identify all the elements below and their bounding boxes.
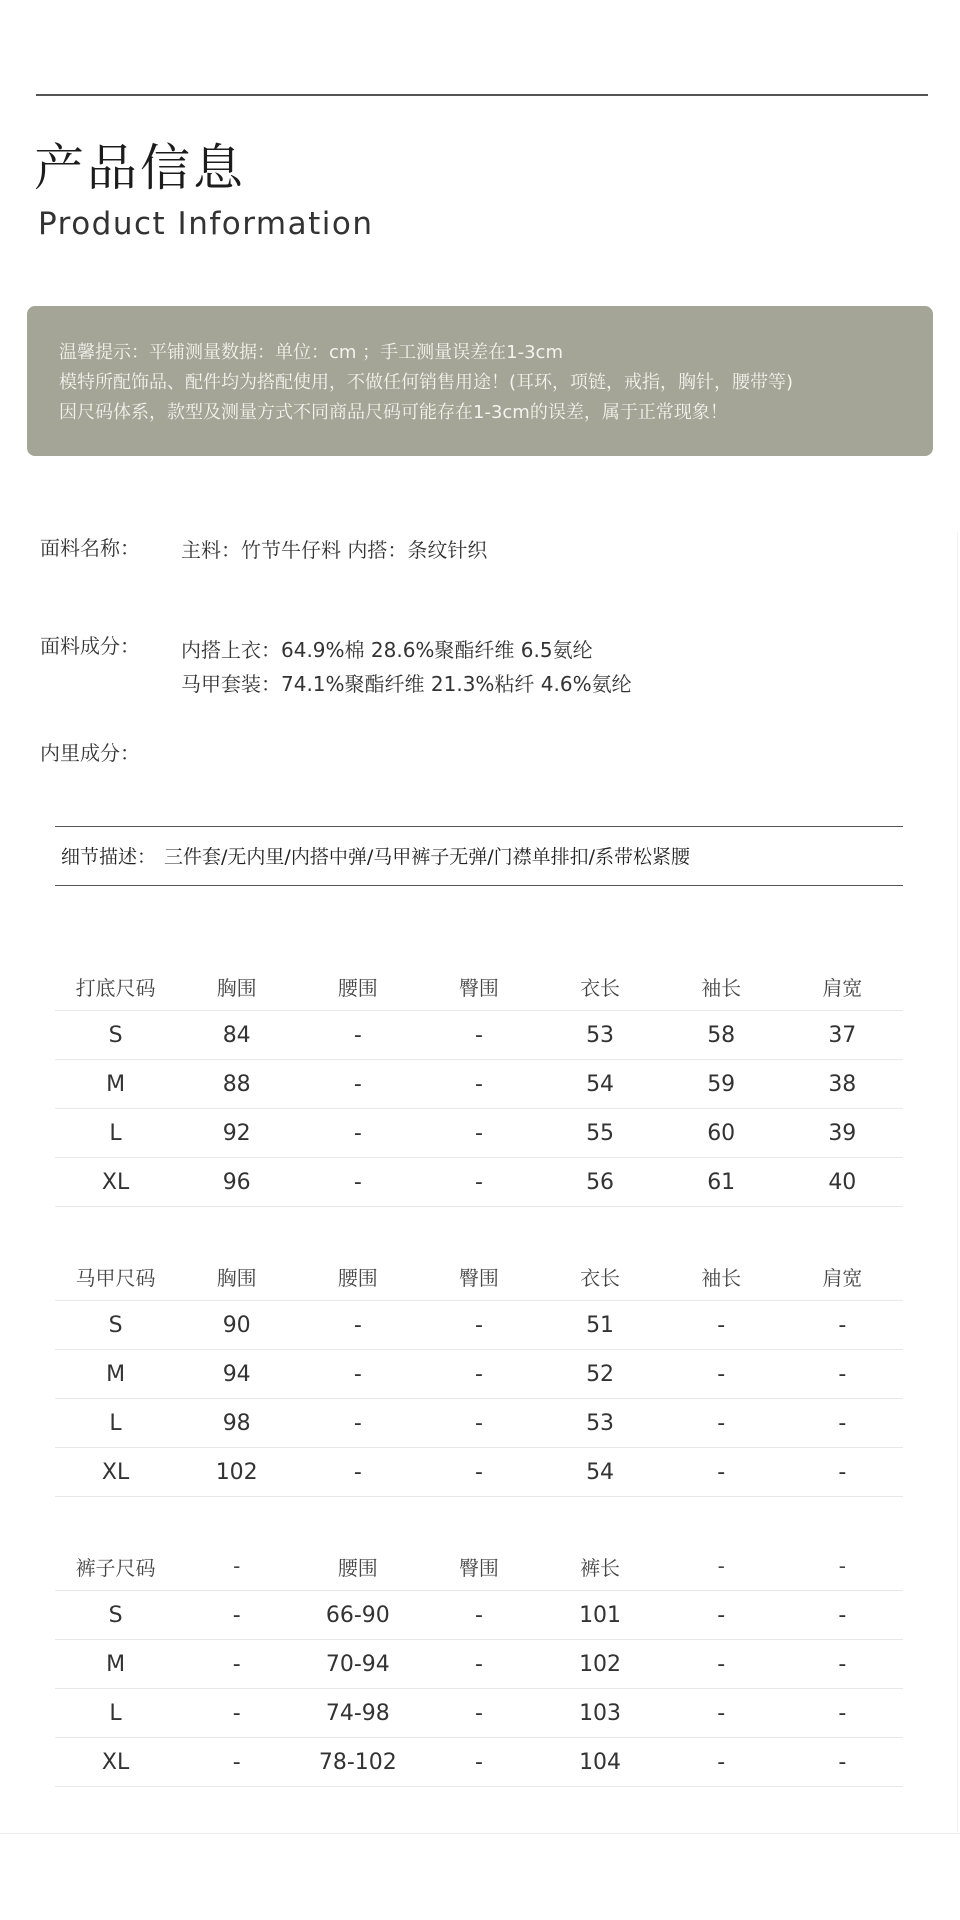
- table-cell: S: [108, 1312, 123, 1338]
- table-header-row: [55, 1252, 903, 1301]
- table-cell: -: [232, 1700, 241, 1726]
- column-header: -: [838, 1554, 846, 1578]
- table-cell: 74-98: [325, 1700, 390, 1726]
- table-row: [55, 1350, 903, 1399]
- table-cell: L: [109, 1410, 122, 1436]
- pants-size-table: [55, 1542, 903, 1787]
- table-cell: 88: [222, 1071, 251, 1097]
- detail-label: 细节描述：: [61, 846, 157, 868]
- table-row: [55, 1640, 903, 1689]
- table-cell: L: [109, 1120, 122, 1146]
- table-cell: 56: [586, 1169, 615, 1195]
- table-cell: -: [474, 1749, 483, 1775]
- table-cell: -: [838, 1602, 847, 1628]
- column-header: 肩宽: [822, 1265, 863, 1290]
- table-cell: -: [474, 1700, 483, 1726]
- fabric-composition-label: 面料成分：: [40, 634, 140, 658]
- column-header: 臀围: [458, 1555, 499, 1580]
- column-header: 打底尺码: [75, 975, 156, 1000]
- table-cell: S: [108, 1022, 123, 1048]
- top-divider: [36, 94, 928, 96]
- table-cell: 38: [828, 1071, 857, 1097]
- table-cell: -: [838, 1700, 847, 1726]
- column-header: 臀围: [458, 975, 499, 1000]
- table-cell: XL: [101, 1169, 130, 1195]
- table-cell: -: [474, 1120, 483, 1146]
- table-cell: 59: [707, 1071, 736, 1097]
- column-header: 胸围: [216, 1265, 257, 1290]
- column-header: 腰围: [337, 1555, 378, 1580]
- table-header-row: [55, 962, 903, 1011]
- table-cell: -: [838, 1361, 847, 1387]
- notice-line-2: 模特所配饰品、配件均为搭配使用，不做任何销售用途！(耳环，项链，戒指，胸针，腰带等): [59, 372, 794, 393]
- column-header: -: [717, 1554, 725, 1578]
- table-row: [55, 1591, 903, 1640]
- page-subtitle: Product Information: [38, 206, 374, 242]
- detail-description: [61, 842, 690, 869]
- column-header: 马甲尺码: [75, 1265, 156, 1290]
- fabric-composition-line-1: 内搭上衣：64.9%棉 28.6%聚酯纤维 6.5氨纶: [181, 638, 593, 662]
- table-cell: -: [474, 1410, 483, 1436]
- table-cell: 92: [222, 1120, 251, 1146]
- table-cell: 70-94: [325, 1651, 390, 1677]
- table-row: [55, 1689, 903, 1738]
- table-cell: -: [232, 1651, 241, 1677]
- table-cell: 103: [579, 1700, 622, 1726]
- table-cell: -: [474, 1459, 483, 1485]
- table-cell: -: [474, 1361, 483, 1387]
- table-cell: -: [232, 1602, 241, 1628]
- notice-line-1: 温馨提示：平铺测量数据：单位：cm ；手工测量误差在1-3cm: [59, 342, 563, 363]
- table-cell: -: [474, 1169, 483, 1195]
- table-cell: -: [838, 1312, 847, 1338]
- table-cell: M: [106, 1651, 126, 1677]
- table-cell: 104: [579, 1749, 622, 1775]
- table-cell: -: [717, 1312, 726, 1338]
- right-edge-line: [957, 532, 958, 1832]
- fabric-composition-line-2: 马甲套装：74.1%聚酯纤维 21.3%粘纤 4.6%氨纶: [181, 672, 632, 696]
- table-cell: 52: [586, 1361, 615, 1387]
- table-cell: -: [353, 1120, 362, 1146]
- table-cell: 55: [586, 1120, 615, 1146]
- column-header: 袖长: [701, 1265, 742, 1290]
- bottom-divider: [0, 1833, 960, 1834]
- table-cell: M: [106, 1361, 126, 1387]
- table-cell: 102: [579, 1651, 622, 1677]
- detail-bottom-divider: [55, 885, 903, 886]
- table-row: [55, 1399, 903, 1448]
- table-cell: -: [474, 1312, 483, 1338]
- table-cell: -: [353, 1022, 362, 1048]
- table-cell: -: [838, 1651, 847, 1677]
- table-row: [55, 1011, 903, 1060]
- table-row: [55, 1301, 903, 1350]
- table-cell: -: [353, 1459, 362, 1485]
- table-cell: -: [717, 1602, 726, 1628]
- table-cell: -: [717, 1361, 726, 1387]
- table-cell: -: [717, 1410, 726, 1436]
- column-header: -: [233, 1554, 241, 1578]
- table-cell: 66-90: [325, 1602, 390, 1628]
- table-cell: S: [108, 1602, 123, 1628]
- table-cell: 94: [222, 1361, 251, 1387]
- table-cell: L: [109, 1700, 122, 1726]
- column-header: 裤长: [580, 1555, 621, 1580]
- table-cell: -: [717, 1459, 726, 1485]
- column-header: 裤子尺码: [75, 1555, 156, 1580]
- lining-composition-label: 内里成分：: [40, 741, 140, 765]
- table-cell: -: [717, 1700, 726, 1726]
- table-cell: 53: [586, 1022, 615, 1048]
- fabric-name-label: 面料名称：: [40, 536, 140, 560]
- column-header: 袖长: [701, 975, 742, 1000]
- table-cell: -: [353, 1361, 362, 1387]
- table-cell: -: [232, 1749, 241, 1775]
- table-cell: 40: [828, 1169, 857, 1195]
- table-cell: -: [838, 1459, 847, 1485]
- table-cell: 58: [707, 1022, 736, 1048]
- page-title: 产品信息: [34, 139, 246, 197]
- table-cell: 54: [586, 1071, 615, 1097]
- table-cell: -: [353, 1071, 362, 1097]
- table-cell: 102: [215, 1459, 258, 1485]
- table-cell: -: [474, 1022, 483, 1048]
- table-cell: 51: [586, 1312, 615, 1338]
- notice-line-3: 因尺码体系，款型及测量方式不同商品尺码可能存在1-3cm的误差，属于正常现象！: [59, 402, 728, 423]
- table-cell: -: [838, 1749, 847, 1775]
- column-header: 胸围: [216, 975, 257, 1000]
- table-row: [55, 1109, 903, 1158]
- table-row: [55, 1738, 903, 1787]
- column-header: 腰围: [337, 1265, 378, 1290]
- notice-box: [27, 306, 933, 456]
- table-cell: 60: [707, 1120, 736, 1146]
- column-header: 肩宽: [822, 975, 863, 1000]
- table-header-row: [55, 1542, 903, 1591]
- detail-value: 三件套/无内里/内搭中弹/马甲裤子无弹/门襟单排扣/系带松紧腰: [164, 846, 691, 868]
- table-cell: XL: [101, 1749, 130, 1775]
- table-cell: 37: [828, 1022, 857, 1048]
- column-header: 腰围: [337, 975, 378, 1000]
- table-cell: 90: [222, 1312, 251, 1338]
- table-cell: 54: [586, 1459, 615, 1485]
- table-cell: -: [474, 1651, 483, 1677]
- base-size-table: [55, 962, 903, 1207]
- detail-top-divider: [55, 826, 903, 827]
- table-row: [55, 1158, 903, 1207]
- table-cell: -: [474, 1071, 483, 1097]
- table-cell: 98: [222, 1410, 251, 1436]
- table-cell: -: [838, 1410, 847, 1436]
- column-header: 衣长: [580, 1265, 621, 1290]
- table-cell: 78-102: [318, 1749, 397, 1775]
- table-cell: M: [106, 1071, 126, 1097]
- table-row: [55, 1060, 903, 1109]
- column-header: 臀围: [458, 1265, 499, 1290]
- table-cell: -: [353, 1410, 362, 1436]
- table-cell: 39: [828, 1120, 857, 1146]
- table-cell: -: [717, 1749, 726, 1775]
- table-cell: 53: [586, 1410, 615, 1436]
- table-cell: 96: [222, 1169, 251, 1195]
- vest-size-table: [55, 1252, 903, 1497]
- table-cell: 84: [222, 1022, 251, 1048]
- table-cell: 61: [707, 1169, 736, 1195]
- table-cell: -: [717, 1651, 726, 1677]
- table-cell: -: [353, 1312, 362, 1338]
- fabric-name-value: 主料：竹节牛仔料 内搭：条纹针织: [181, 538, 488, 562]
- column-header: 衣长: [580, 975, 621, 1000]
- table-cell: XL: [101, 1459, 130, 1485]
- table-cell: 101: [579, 1602, 622, 1628]
- table-cell: -: [474, 1602, 483, 1628]
- table-row: [55, 1448, 903, 1497]
- table-cell: -: [353, 1169, 362, 1195]
